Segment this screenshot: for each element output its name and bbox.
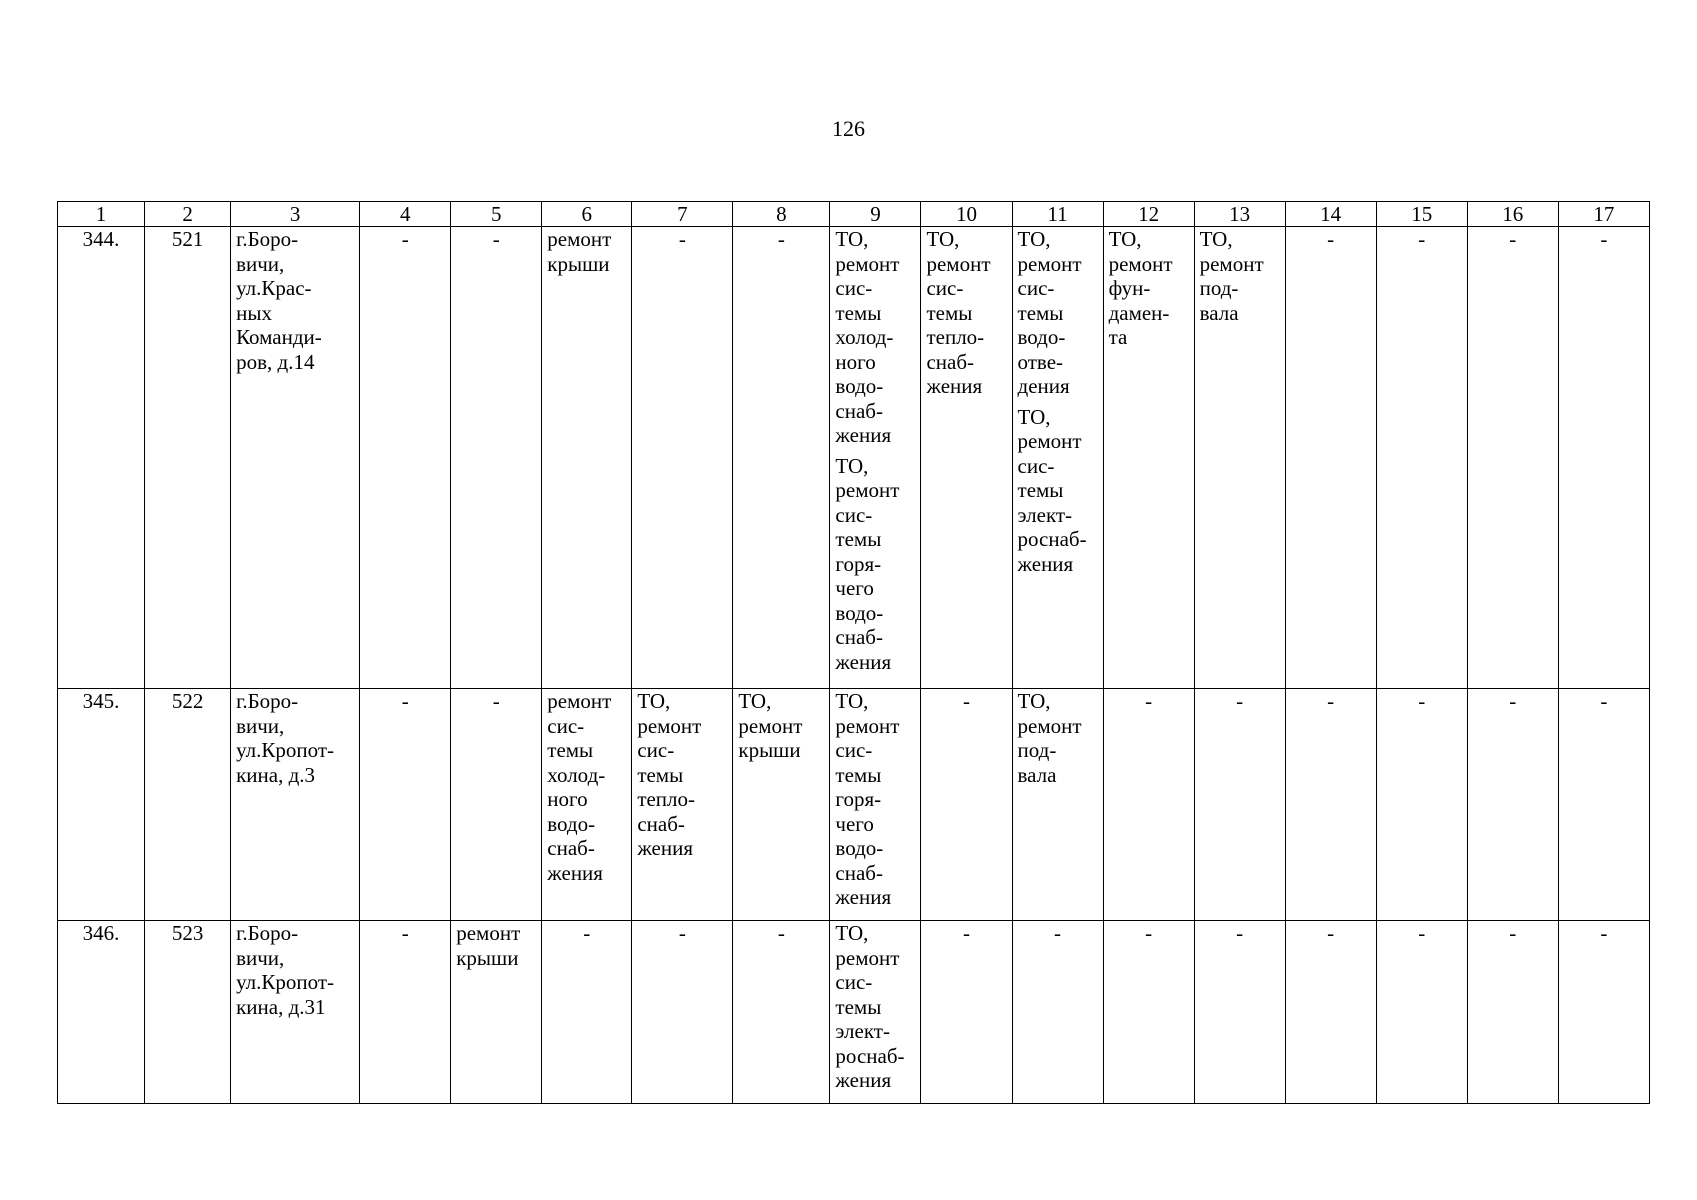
address-line: г.Боро- [236,689,299,713]
work-entry-line: жения [637,836,694,860]
cell-col-2: 523 [145,921,231,1104]
work-entry-line: фун- [1108,276,1151,300]
work-entry-line: холод- [835,325,894,349]
work-entry-line: водо- [835,600,884,625]
address-line: кина, д.3 [236,762,316,787]
table-row [58,227,1650,689]
cell-col-12: - [1103,921,1194,1104]
work-entry-line: роснаб- [835,1043,905,1068]
work-entry-line: темы [1017,300,1064,325]
column-number-1: 1 [58,202,145,227]
column-number-8: 8 [733,202,830,227]
work-entry [1109,227,1189,350]
page-number: 126 [832,116,865,141]
work-entry-line: водо- [835,374,884,398]
cell-col-5 [451,921,542,1104]
cell-col-12 [1103,227,1194,689]
cell-col-9 [830,689,921,921]
cell-col-9 [830,227,921,689]
work-entry [456,921,536,970]
cell-col-15: - [1376,689,1467,921]
work-entry-line: вала [1017,762,1057,787]
address-line: г.Боро- [236,921,299,945]
column-number-10: 10 [921,202,1012,227]
work-entry-line: жения [926,374,983,398]
cell-col-14: - [1285,689,1376,921]
cell-col-4: - [360,689,451,921]
work-entry-line: темы [1017,478,1064,502]
cell-col-13: - [1194,921,1285,1104]
column-number-12: 12 [1103,202,1194,227]
work-entry-line: темы [926,300,973,325]
work-entry-line: сис- [1017,453,1055,478]
cell-col-13: - [1194,689,1285,921]
work-entry-line: дамен- [1108,300,1170,325]
column-number-15: 15 [1376,202,1467,227]
work-entry-line: сис- [637,738,675,762]
cell-col-15: - [1376,921,1467,1104]
address-line: г.Боро- [236,227,299,251]
work-entry-line: сис- [835,502,873,527]
work-entry-line: жения [835,423,892,447]
work-entry-line: жения [835,649,892,674]
address-line: вичи, [236,945,285,970]
address-line: ул.Кропот- [236,970,335,994]
address-line: ных [236,300,272,325]
work-entry [547,227,626,276]
work-entry [1200,227,1280,325]
cell-col-6 [542,227,632,689]
table-row [58,921,1650,1104]
work-entry-line: ремонт [1017,713,1082,738]
work-entry-line: снаб- [835,398,883,423]
cell-col-17: - [1558,227,1649,689]
cell-col-11 [1012,689,1103,921]
table-row [58,689,1650,921]
work-entry-line: ТО, [1017,689,1051,713]
column-number-5: 5 [451,202,542,227]
work-entry-line: водо- [547,811,596,836]
work-entry-line: снаб- [637,811,685,836]
cell-col-5: - [451,689,542,921]
cell-col-17: - [1558,921,1649,1104]
work-entry [835,454,915,675]
cell-col-9 [830,921,921,1104]
cell-col-10: - [921,921,1012,1104]
work-entry [738,689,824,763]
cell-col-3 [231,689,360,921]
work-entry-line: темы [835,762,882,787]
cell-col-8: - [733,227,830,689]
column-number-2: 2 [145,202,231,227]
work-entry-line: жения [835,885,892,909]
cell-col-2: 521 [145,227,231,689]
work-entry [835,689,915,910]
work-entry-line: жения [835,1068,892,1092]
cell-col-16: - [1467,921,1558,1104]
work-entry-line: горя- [835,551,882,576]
work-entry-line: ремонт [637,713,702,738]
work-entry [1018,689,1098,787]
cell-col-4: - [360,227,451,689]
work-entry-line: ТО, [835,921,869,945]
work-entry-line: ТО, [1017,404,1051,429]
column-number-4: 4 [360,202,451,227]
work-entry-line: ремонт [738,713,803,738]
work-entry-line: ремонт [835,945,900,970]
cell-col-15: - [1376,227,1467,689]
work-entry [637,689,727,861]
work-entry-line: элект- [1017,502,1073,527]
work-entry [547,689,626,885]
work-entry-line: вала [1199,300,1239,325]
work-entry [835,921,915,1093]
work-entry-line: ремонт [1199,251,1264,276]
work-entry-line: ремонт [835,478,900,502]
work-entry-line: жения [1017,551,1074,576]
work-entry-line: ТО, [1108,227,1142,251]
cell-col-1: 346. [58,921,145,1104]
work-entry-line: сис- [547,713,585,738]
address-line: ул.Кропот- [236,738,335,762]
work-entry [1018,227,1098,399]
work-entry-line: ремонт [547,689,612,713]
work-entry-line: снаб- [547,836,595,860]
work-entry-line: тепло- [926,325,985,349]
work-entry-line: дения [1017,374,1070,398]
work-entry-line: ТО, [835,227,869,251]
work-entry-line: ремонт [835,713,900,738]
work-entry-line: снаб- [926,349,975,374]
column-number-17: 17 [1558,202,1649,227]
work-entry-line: ремонт [1017,429,1082,453]
address-line: вичи, [236,713,285,738]
work-entry-line: ремонт [547,227,612,251]
cell-col-4: - [360,921,451,1104]
cell-col-7: - [632,227,733,689]
work-entry-line: ТО, [1199,227,1233,251]
cell-col-14: - [1285,227,1376,689]
work-entry-line: ремонт [926,251,991,276]
work-entry-line: сис- [835,276,873,300]
column-number-11: 11 [1012,202,1103,227]
work-entry-line: ТО, [738,689,772,713]
cell-col-14: - [1285,921,1376,1104]
work-entry-line: ного [547,787,588,811]
work-entry [926,227,1006,399]
work-entry-line: темы [637,762,684,787]
address-line: ров, д.14 [236,349,315,374]
cell-col-5: - [451,227,542,689]
column-number-6: 6 [542,202,632,227]
work-entry [1018,405,1098,577]
work-entry-line: темы [835,994,882,1019]
column-number-13: 13 [1194,202,1285,227]
work-entry-line: снаб- [835,860,883,885]
cell-col-1: 344. [58,227,145,689]
work-entry-line: чего [835,576,874,600]
address-line: ул.Крас- [236,276,312,300]
work-entry-line: сис- [835,970,873,994]
cell-col-3 [231,921,360,1104]
work-entry-line: снаб- [835,625,883,649]
address-line: вичи, [236,251,285,276]
cell-col-11: - [1012,921,1103,1104]
column-number-9: 9 [830,202,921,227]
work-entry-line: крыши [456,945,519,970]
cell-col-11 [1012,227,1103,689]
cell-col-10 [921,227,1012,689]
work-entry-line: жения [547,860,603,885]
work-entry-line: ного [835,349,876,374]
address-line: кина, д.31 [236,994,326,1019]
work-entry-line: ТО, [637,689,671,713]
work-entry-line: темы [835,300,882,325]
work-entry-line: ремонт [1108,251,1173,276]
cell-col-1: 345. [58,689,145,921]
cell-col-7: - [632,921,733,1104]
work-entry-line: ТО, [835,689,869,713]
cell-col-3 [231,227,360,689]
work-entry-line: сис- [1017,276,1055,300]
work-entry-line: ТО, [835,453,869,478]
work-entry-line: та [1108,325,1128,349]
cell-col-12: - [1103,689,1194,921]
work-entry-line: водо- [1017,325,1066,349]
cell-col-17: - [1558,689,1649,921]
work-entry-line: сис- [926,276,964,300]
work-entry-line: тепло- [637,787,696,811]
work-entry-line: крыши [738,738,801,762]
work-entry-line: ТО, [926,227,960,251]
work-entry-line: ремонт [1017,251,1082,276]
cell-col-7 [632,689,733,921]
cell-col-6: - [542,921,632,1104]
work-entry-line: темы [547,738,594,762]
cell-col-2: 522 [145,689,231,921]
column-number-16: 16 [1467,202,1558,227]
column-number-7: 7 [632,202,733,227]
work-entry-line: под- [1017,738,1057,762]
work-entry-line: холод- [547,762,606,787]
work-entry-line: ремонт [835,251,900,276]
cell-col-8 [733,689,830,921]
cell-col-8: - [733,921,830,1104]
column-number-14: 14 [1285,202,1376,227]
work-entry-line: под- [1199,276,1239,300]
cell-col-16: - [1467,227,1558,689]
column-number-header-row [58,202,1650,227]
work-entry-line: водо- [835,836,884,860]
repair-schedule-table [57,201,1650,1104]
cell-col-13 [1194,227,1285,689]
work-entry-line: ТО, [1017,227,1051,251]
work-entry-line: горя- [835,787,882,811]
work-entry [835,227,915,448]
work-entry-line: чего [835,811,874,836]
work-entry-line: элект- [835,1019,890,1043]
work-entry-line: ремонт [456,921,521,945]
work-entry-line: сис- [835,738,873,762]
work-entry-line: отве- [1017,349,1064,374]
cell-col-16: - [1467,689,1558,921]
cell-col-6 [542,689,632,921]
work-entry-line: крыши [547,251,610,276]
work-entry-line: роснаб- [1017,527,1087,551]
work-entry-line: темы [835,527,882,551]
column-number-3: 3 [231,202,360,227]
cell-col-10: - [921,689,1012,921]
address-line: Команди- [236,325,322,349]
